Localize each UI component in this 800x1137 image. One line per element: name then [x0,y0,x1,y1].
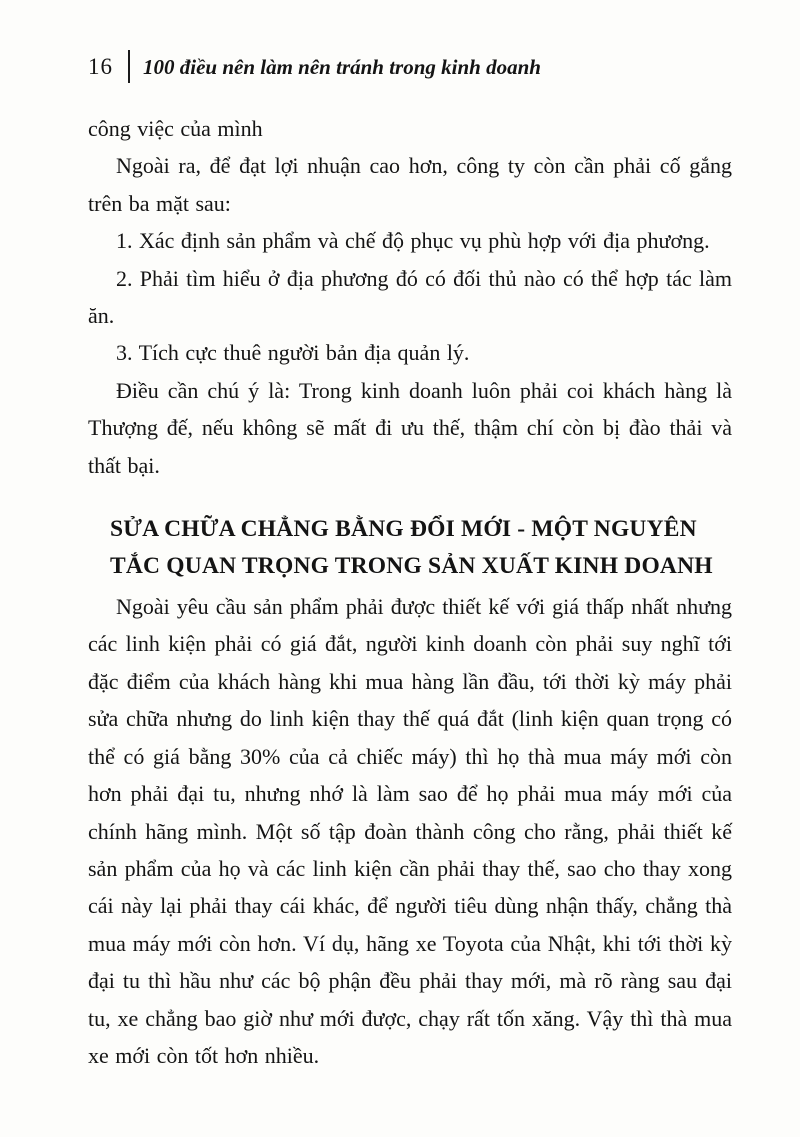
page-header [0,0,800,83]
page-body [88,110,732,1074]
paragraph-note: Điều cần chú ý là: Trong kinh doanh luôn phải coi khách hàng là Thượng đế, nếu không sẽ mất đi ưu thế, thậm chí còn bị đào thải và thất bại. [88,377,732,478]
paragraph-intro: Ngoài ra, để đạt lợi nhuận cao hơn, công ty còn cần phải cố gắng trên ba mặt sau: [88,153,732,216]
paragraph-section-body: Ngoài yêu cầu sản phẩm phải được thiết kế với giá thấp nhất nhưng các linh kiện phải có giá đắt, người kinh doanh còn phải suy nghĩ tới đặc điểm của khách hàng khi mua hàng lần đầu, tới thời kỳ máy phải sửa chữa nhưng do linh kiện thay thế quá đắt (linh kiện quan trọng có thể có giá bằng 30% của cả chiếc máy) thì họ thà mua máy mới còn hơn phải đại tu, nhưng nhớ là làm sao để họ phải mua máy mới của chính hãng mình. Một số tập đoàn thành công cho rằng, phải thiết kế sản phẩm của họ và các linh kiện cần phải thay thế, sao cho thay xong cái này lại phải thay cái khác, để người tiêu dùng nhận thấy, chẳng thà mua máy mới còn hơn. Ví dụ, hãng xe Toyota của Nhật, khi tới thời kỳ đại tu thì hầu như các bộ phận đều phải thay mới, mà rõ ràng sau đại tu, xe chẳng bao giờ như mới được, chạy rất tốn xăng. Vậy thì thà mua xe mới còn tốt hơn nhiều. [88,594,732,1068]
running-title: 100 điều nên làm nên tránh trong kinh doanh [143,54,541,79]
list-item-3: 3. Tích cực thuê người bản địa quản lý. [116,340,470,366]
paragraph-continuation: công việc của mình [88,116,263,141]
section-heading [110,511,732,585]
list-item-1: 1. Xác định sản phẩm và chế độ phục vụ phù hợp với địa phương. [116,228,710,254]
page-number: 16 [88,53,113,79]
section-heading-line-2: TẮC QUAN TRỌNG TRONG SẢN XUẤT KINH DOANH [110,553,713,580]
section-heading-line-1: SỬA CHỮA CHẲNG BẰNG ĐỔI MỚI - MỘT NGUYÊN [110,516,697,543]
header-divider [128,50,130,83]
list-item-2: 2. Phải tìm hiểu ở địa phương đó có đối thủ nào có thể hợp tác làm ăn. [88,265,732,329]
